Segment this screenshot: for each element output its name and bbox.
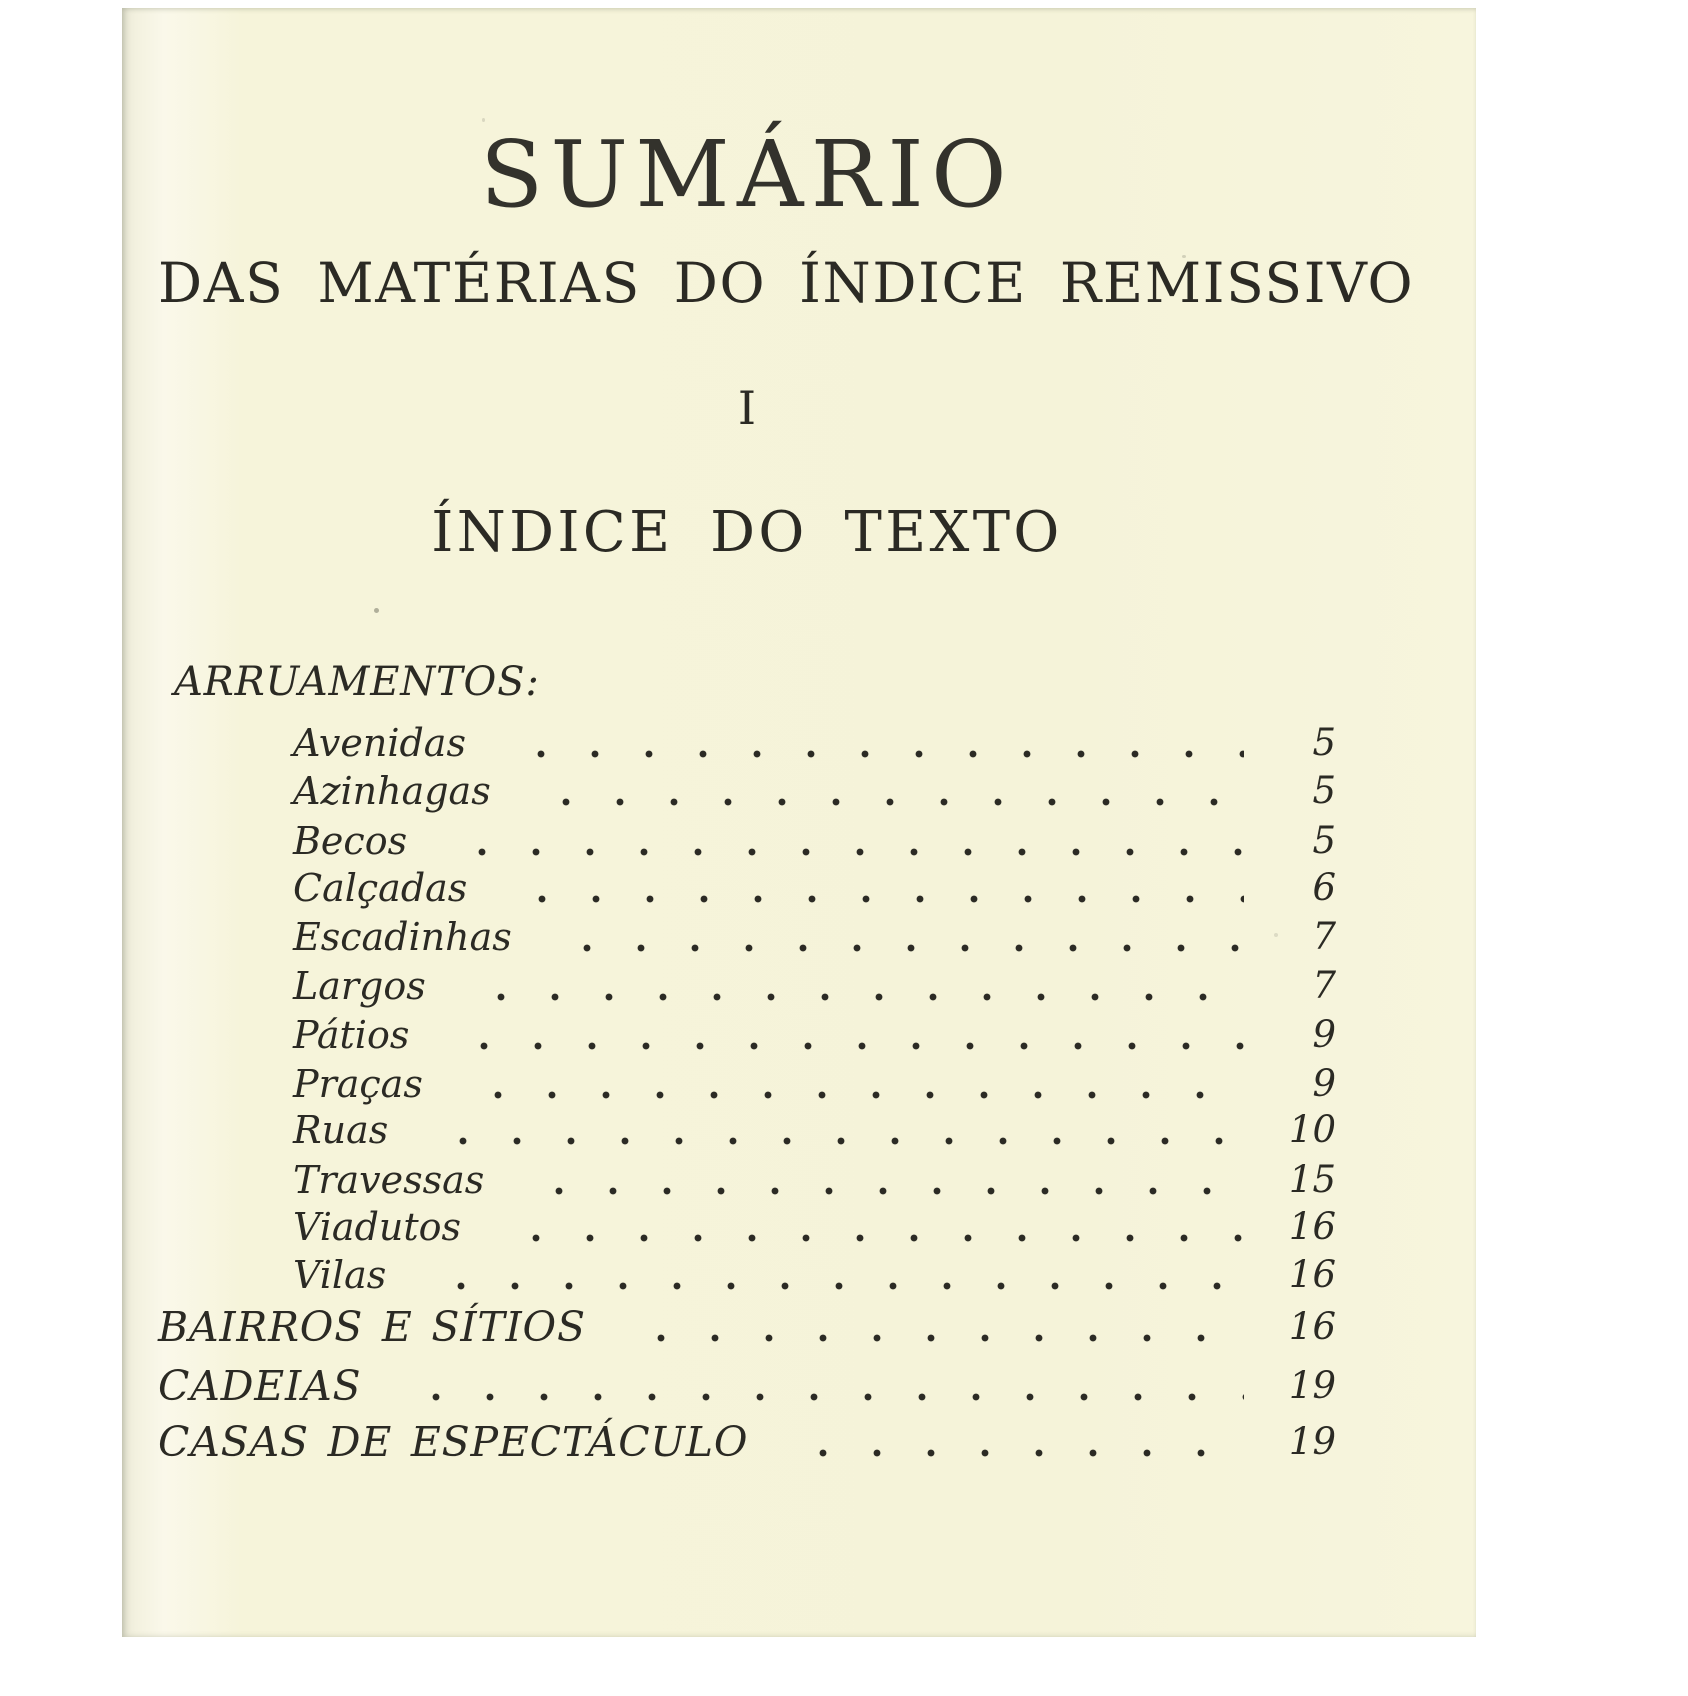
section-title: ÍNDICE DO TEXTO bbox=[431, 500, 1063, 565]
dot-leader bbox=[538, 913, 1244, 961]
page-title: SUMÁRIO bbox=[480, 121, 1014, 228]
toc-item-row bbox=[158, 767, 1336, 815]
toc-section-label: CADEIAS bbox=[158, 1362, 362, 1410]
toc-group-heading-label: ARRUAMENTOS: bbox=[174, 659, 540, 705]
toc-page-number: 16 bbox=[1288, 1253, 1336, 1296]
toc-item-label: Azinhagas bbox=[293, 769, 491, 813]
toc-page-number: 7 bbox=[1312, 915, 1336, 958]
toc-item-label: Travessas bbox=[293, 1158, 485, 1202]
toc-item-label: Pátios bbox=[293, 1013, 410, 1057]
toc-section-label: CASAS DE ESPECTÁCULO bbox=[158, 1418, 749, 1466]
dot-leader bbox=[433, 817, 1244, 865]
toc-page-number: 5 bbox=[1312, 721, 1336, 764]
toc-page-number: 9 bbox=[1312, 1062, 1336, 1105]
toc-page-number: 15 bbox=[1288, 1158, 1336, 1201]
page-content bbox=[158, 8, 1415, 1637]
dot-leader bbox=[412, 1251, 1244, 1299]
toc-item-row bbox=[158, 864, 1336, 912]
dot-leader bbox=[452, 962, 1244, 1010]
dot-leader bbox=[612, 1303, 1244, 1351]
toc-item-label: Viadutos bbox=[293, 1205, 462, 1249]
dot-leader bbox=[414, 1106, 1244, 1154]
toc-item-label: Praças bbox=[293, 1062, 423, 1106]
toc-item-row bbox=[158, 1060, 1336, 1108]
toc-page-number: 16 bbox=[1288, 1205, 1336, 1248]
toc-page-number: 10 bbox=[1288, 1108, 1336, 1151]
part-numeral: I bbox=[737, 381, 757, 435]
toc-item-row bbox=[158, 1156, 1336, 1204]
dot-leader bbox=[487, 1203, 1244, 1251]
toc-section-row bbox=[158, 1362, 1336, 1410]
toc-item-row bbox=[158, 719, 1336, 767]
toc-page-number: 5 bbox=[1312, 769, 1336, 812]
dot-leader bbox=[774, 1418, 1244, 1466]
dot-leader bbox=[387, 1362, 1244, 1410]
toc-page-number: 19 bbox=[1288, 1420, 1336, 1463]
scanned-book-page bbox=[122, 8, 1476, 1637]
page-subtitle: DAS MATÉRIAS DO ÍNDICE REMISSIVO bbox=[158, 251, 1415, 315]
dot-leader bbox=[510, 1156, 1244, 1204]
toc-item-label: Escadinhas bbox=[293, 915, 512, 959]
toc-item-row bbox=[158, 1251, 1336, 1299]
toc-group-heading-row bbox=[158, 658, 1336, 706]
toc-page-number: 6 bbox=[1312, 866, 1336, 909]
toc-page-number: 5 bbox=[1312, 819, 1336, 862]
toc-section-label: BAIRROS E SÍTIOS bbox=[158, 1303, 586, 1351]
toc-item-row bbox=[158, 962, 1336, 1010]
toc-item-label: Calçadas bbox=[293, 866, 468, 910]
dot-leader bbox=[449, 1060, 1244, 1108]
toc-page-number: 9 bbox=[1312, 1013, 1336, 1056]
toc-item-row bbox=[158, 1106, 1336, 1154]
toc-item-label: Largos bbox=[293, 964, 426, 1008]
toc-item-row bbox=[158, 817, 1336, 865]
toc-page-number: 19 bbox=[1288, 1364, 1336, 1407]
dot-leader bbox=[493, 864, 1244, 912]
toc-section-row bbox=[158, 1303, 1336, 1351]
toc-item-label: Becos bbox=[293, 819, 408, 863]
dot-leader bbox=[492, 719, 1244, 767]
toc-page-number: 7 bbox=[1312, 964, 1336, 1007]
toc-item-label: Ruas bbox=[293, 1108, 389, 1152]
toc-item-row bbox=[158, 1011, 1336, 1059]
toc-section-row bbox=[158, 1418, 1336, 1466]
toc-item-label: Vilas bbox=[293, 1253, 387, 1297]
toc-item-row bbox=[158, 913, 1336, 961]
dot-leader bbox=[435, 1011, 1244, 1059]
toc-item-row bbox=[158, 1203, 1336, 1251]
dot-leader bbox=[517, 767, 1244, 815]
toc-page-number: 16 bbox=[1288, 1305, 1336, 1348]
toc-item-label: Avenidas bbox=[293, 721, 466, 765]
